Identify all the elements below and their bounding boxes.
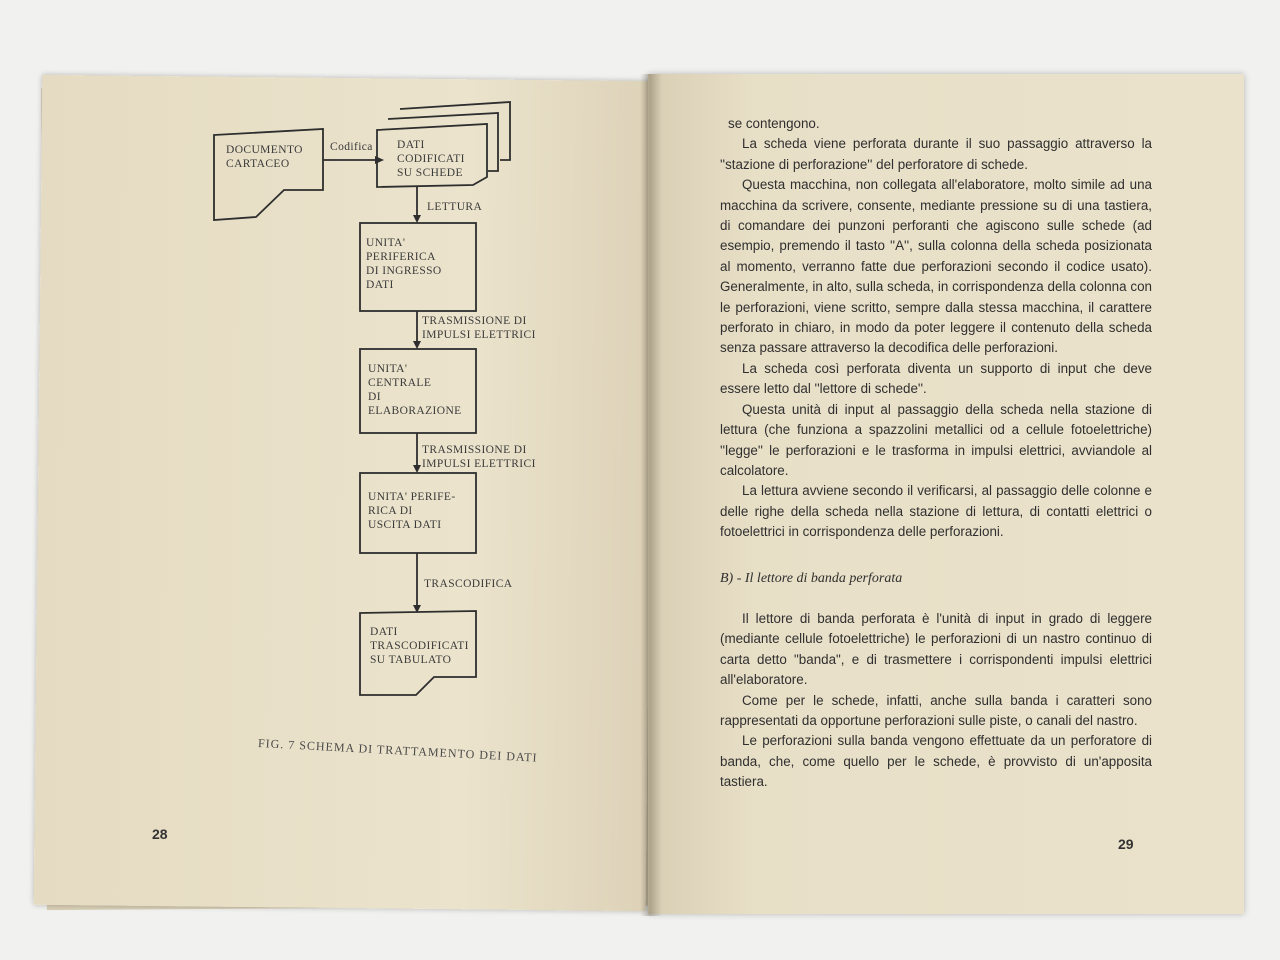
paragraph: Questa macchina, non collegata all'elaboratore, molto simile ad una macchina da scrivere, consente, mediante pressione su di una tastiera, di comandare dei punzoni perforanti che agiscono sulle schede (ad esempio, premendo il tasto ''A'', sulla colonna della scheda posizionata al momento, verranno fatte due perforazioni secondo il codice usato). Generalmente, in alto, sulla scheda, in corrispondenza della colonna con le perforazioni, viene scritto, sempre dalla stessa macchina, il carattere perforato in chiaro, in modo da poter leggere il contenuto della scheda senza passare attraverso la decodifica delle perforazioni. — [720, 177, 1152, 356]
paragraph: Le perforazioni sulla banda vengono effettuate da un perforatore di banda, che, come quello per le schede, è provvisto di un'apposita tastiera. — [720, 733, 1152, 790]
page-number-right: 29 — [1118, 836, 1134, 852]
paragraph: La scheda così perforata diventa un supporto di input che deve essere letto dal ''lettore di schede''. — [720, 360, 1152, 397]
print-box-label: DATI TRASCODIFICATI SU TABULATO — [370, 626, 469, 666]
paragraph: Questa unità di input al passaggio della scheda nella stazione di lettura (che funziona a spazzolini metallici od a cellule fotoelettriche) ''legge'' le perforazioni e le trasforma in impulsi elettrici, avviandole al calcolatore. — [720, 401, 1152, 478]
right-page-text — [720, 114, 1152, 793]
paragraph: Come per le schede, infatti, anche sulla banda i caratteri sono rappresentati da opportune perforazioni sulle piste, o canali del nastro. — [720, 692, 1152, 728]
book-gutter — [640, 74, 662, 916]
paragraph: La lettura avviene secondo il verificarsi, al passaggio delle colonne e delle righe della scheda nella stazione di lettura, di contatti elettrici o fotoelettrici in corrispondenza delle perforazioni. — [720, 483, 1152, 540]
paragraph: se contengono. — [728, 116, 820, 131]
lettura-label: LETTURA — [427, 201, 483, 213]
trasmissione-label-1: TRASMISSIONE DI IMPULSI ELETTRICI — [422, 315, 536, 341]
output-box-label: UNITA' PERIFE- RICA DI USCITA DATI — [368, 491, 456, 531]
figure-caption: FIG. 7 SCHEMA DI TRATTAMENTO DEI DATI — [257, 736, 538, 765]
codifica-label: Codifica — [330, 141, 373, 153]
flowchart — [180, 95, 540, 715]
page-number-left: 28 — [152, 826, 168, 842]
trasmissione-label-2: TRASMISSIONE DI IMPULSI ELETTRICI — [422, 444, 536, 470]
section-heading: B) - Il lettore di banda perforata — [720, 570, 903, 586]
trascodifica-label: TRASCODIFICA — [424, 578, 513, 590]
central-box-label: UNITA' CENTRALE DI ELABORAZIONE — [368, 363, 462, 417]
paragraph: Il lettore di banda perforata è l'unità di input in grado di leggere (mediante cellule fotoelettriche) le perforazioni di un nastro continuo di carta detto "banda", e di trasmettere i corrispondenti impulsi elettrici all'elaboratore. — [720, 610, 1152, 688]
cards-box-label: DATI CODIFICATI SU SCHEDE — [397, 139, 465, 179]
input-box-label: UNITA' PERIFERICA DI INGRESSO DATI — [366, 237, 442, 291]
doc-box-label: DOCUMENTO CARTACEO — [226, 144, 303, 170]
paragraph: La scheda viene perforata durante il suo passaggio attraverso la ''stazione di perforazione'' del perforatore di schede. — [720, 136, 1152, 172]
